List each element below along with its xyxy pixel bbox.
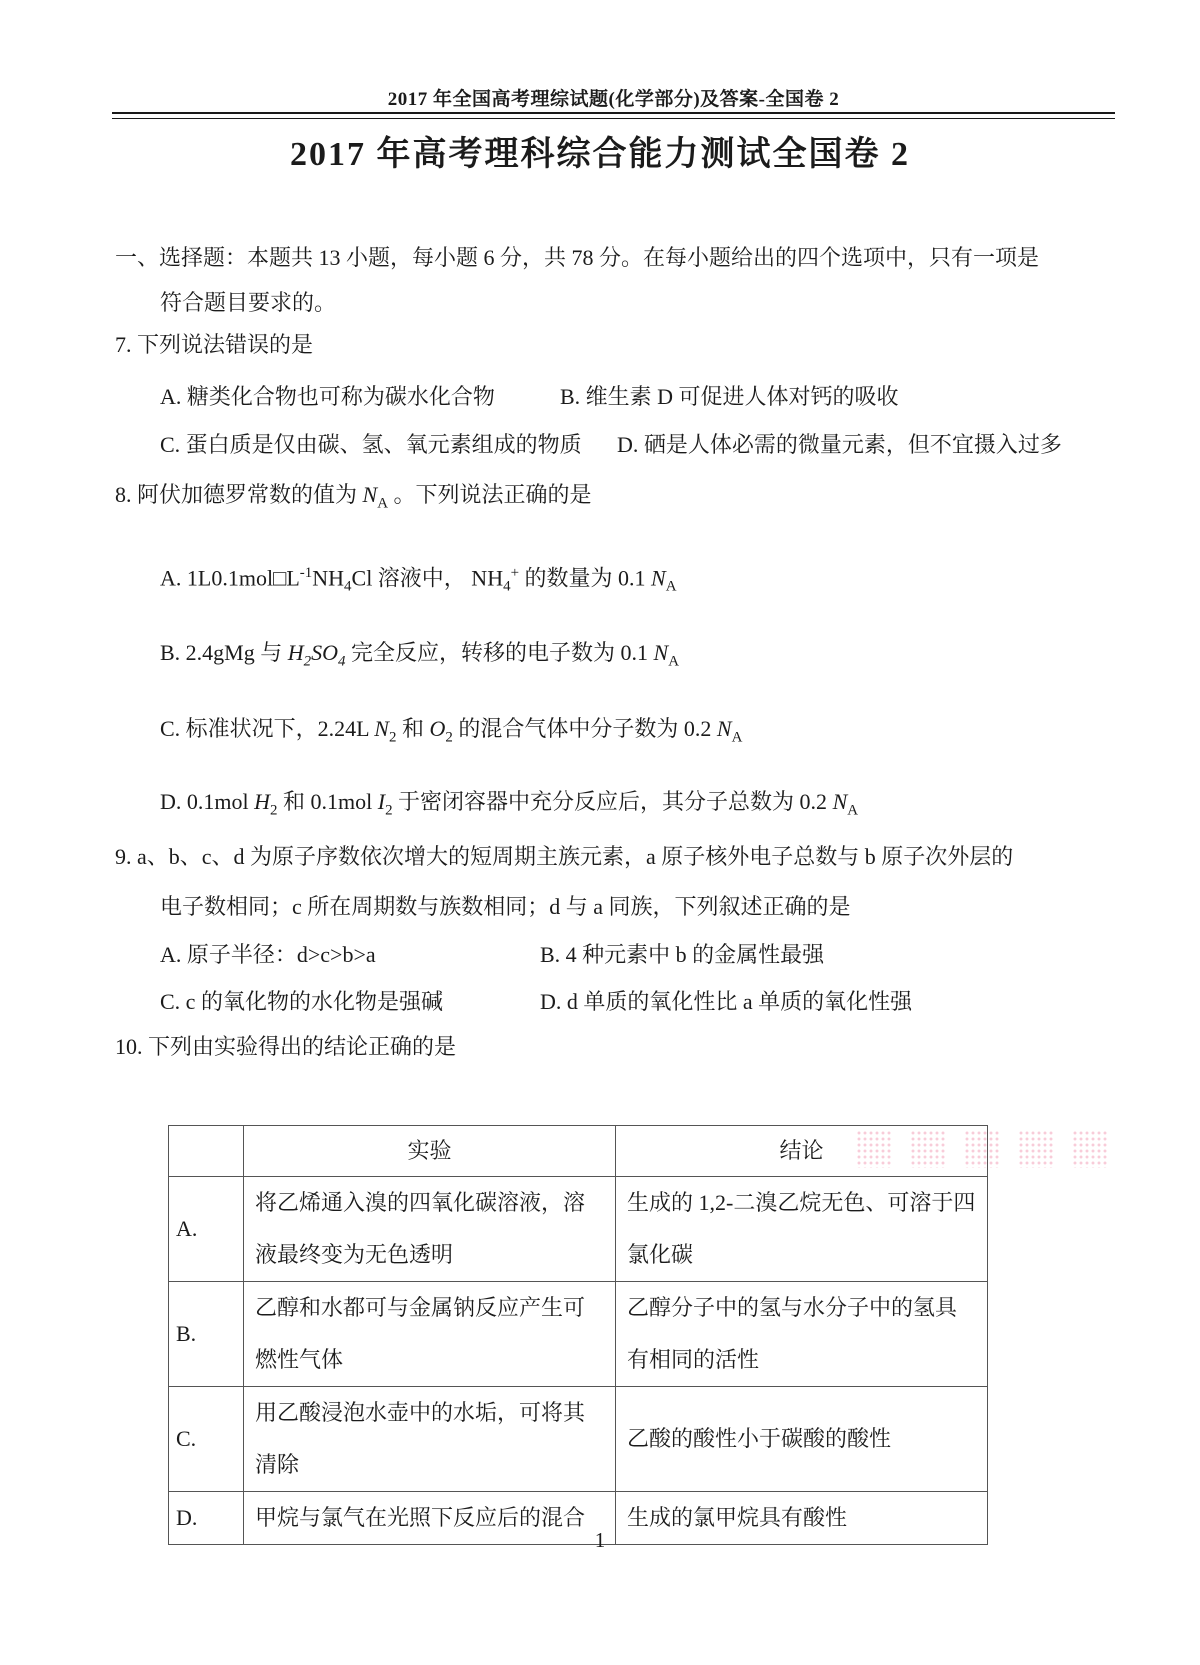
question-9-options-ab xyxy=(115,940,1093,970)
question-7-stem: 7. 下列说法错误的是 xyxy=(115,332,314,357)
row-label: C. xyxy=(169,1387,244,1492)
header-conclusion-cell: 结论 xyxy=(616,1126,988,1177)
question-9-option-d: D. d 单质的氧化性比 a 单质的氧化性强 xyxy=(540,989,913,1015)
question-8-option-c: C. 标准状况下，2.24L $N_2$ 和 $O_2$ 的混合气体中分子数为 0.2 $N_A$ xyxy=(160,715,743,745)
experiment-cell: 乙醇和水都可与金属钠反应产生可燃性气体 xyxy=(244,1282,616,1387)
question-8-option-b: B. 2.4gMg 与 $H_2SO_4$ 完全反应，转移的电子数为 0.1 $N_A$ xyxy=(160,640,680,670)
experiment-cell: 将乙烯通入溴的四氧化碳溶液，溶液最终变为无色透明 xyxy=(244,1177,616,1282)
page-title: 2017 年高考理科综合能力测试全国卷 2 xyxy=(290,136,910,173)
question-9-option-a: A. 原子半径：d>c>b>a xyxy=(160,942,376,968)
section-intro-line1: 一、选择题：本题共 13 小题，每小题 6 分，共 78 分。在每小题给出的四个选项中，只有一项是 xyxy=(115,245,1040,270)
question-9-stem-line1: 9. a、b、c、d 为原子序数依次增大的短周期主族元素，a 原子核外电子总数与 b 原子次外层的 xyxy=(115,844,1014,870)
table-row xyxy=(169,1177,988,1282)
question-10-table xyxy=(168,1125,988,1545)
table-header-row xyxy=(169,1126,988,1177)
experiment-cell: 甲烷与氯气在光照下反应后的混合 xyxy=(244,1492,616,1545)
row-label: D. xyxy=(169,1492,244,1545)
conclusion-cell: 乙酸的酸性小于碳酸的酸性 xyxy=(616,1387,988,1492)
question-8-option-d: D. 0.1mol $H_2$ 和 0.1mol $I_2$ 于密闭容器中充分反应后，其分子总数为 0.2 $N_A$ xyxy=(160,788,859,819)
conclusion-cell: 生成的氯甲烷具有酸性 xyxy=(616,1492,988,1545)
table-row xyxy=(169,1387,988,1492)
conclusion-cell: 生成的 1,2-二溴乙烷无色、可溶于四氯化碳 xyxy=(616,1177,988,1282)
question-8-stem: 8. 阿伏加德罗常数的值为 $N_A$ 。下列说法正确的是 xyxy=(115,482,592,512)
page-number: 1 xyxy=(594,1528,606,1552)
question-7-options-ab xyxy=(115,382,1093,412)
header-label-cell xyxy=(169,1126,244,1177)
question-7-option-c: C. 蛋白质是仅由碳、氢、氧元素组成的物质 xyxy=(160,432,582,457)
experiment-cell: 用乙酸浸泡水壶中的水垢，可将其清除 xyxy=(244,1387,616,1492)
question-9-stem-line2: 电子数相同；c 所在周期数与族数相同；d 与 a 同族，下列叙述正确的是 xyxy=(160,894,851,920)
document-header: 2017 年全国高考理综试题(化学部分)及答案-全国卷 2 xyxy=(387,89,840,110)
question-7-option-b: B. 维生素 D 可促进人体对钙的吸收 xyxy=(560,384,899,409)
row-label: A. xyxy=(169,1177,244,1282)
question-9-option-b: B. 4 种元素中 b 的金属性最强 xyxy=(540,942,825,968)
question-8-option-a: A. $1L0.1mol□L^{-1}NH_4Cl$ 溶液中， $NH_4^+$ 的数量为 0.1 $N_A$ xyxy=(160,565,677,596)
conclusion-cell: 乙醇分子中的氢与水分子中的氢具有相同的活性 xyxy=(616,1282,988,1387)
document-body xyxy=(115,225,1093,1545)
header-experiment-cell: 实验 xyxy=(244,1126,616,1177)
section-intro-line2: 符合题目要求的。 xyxy=(160,290,337,315)
row-label: B. xyxy=(169,1282,244,1387)
question-7-options-cd xyxy=(115,430,1093,460)
question-9-options-cd xyxy=(115,987,1093,1017)
question-10-stem: 10. 下列由实验得出的结论正确的是 xyxy=(115,1034,457,1060)
question-7-option-a: A. 糖类化合物也可称为碳水化合物 xyxy=(160,384,495,409)
header-divider xyxy=(112,112,1115,119)
question-9-option-c: C. c 的氧化物的水化物是强碱 xyxy=(160,989,443,1015)
table-row xyxy=(169,1282,988,1387)
question-7-option-d: D. 硒是人体必需的微量元素，但不宜摄入过多 xyxy=(617,432,1062,457)
